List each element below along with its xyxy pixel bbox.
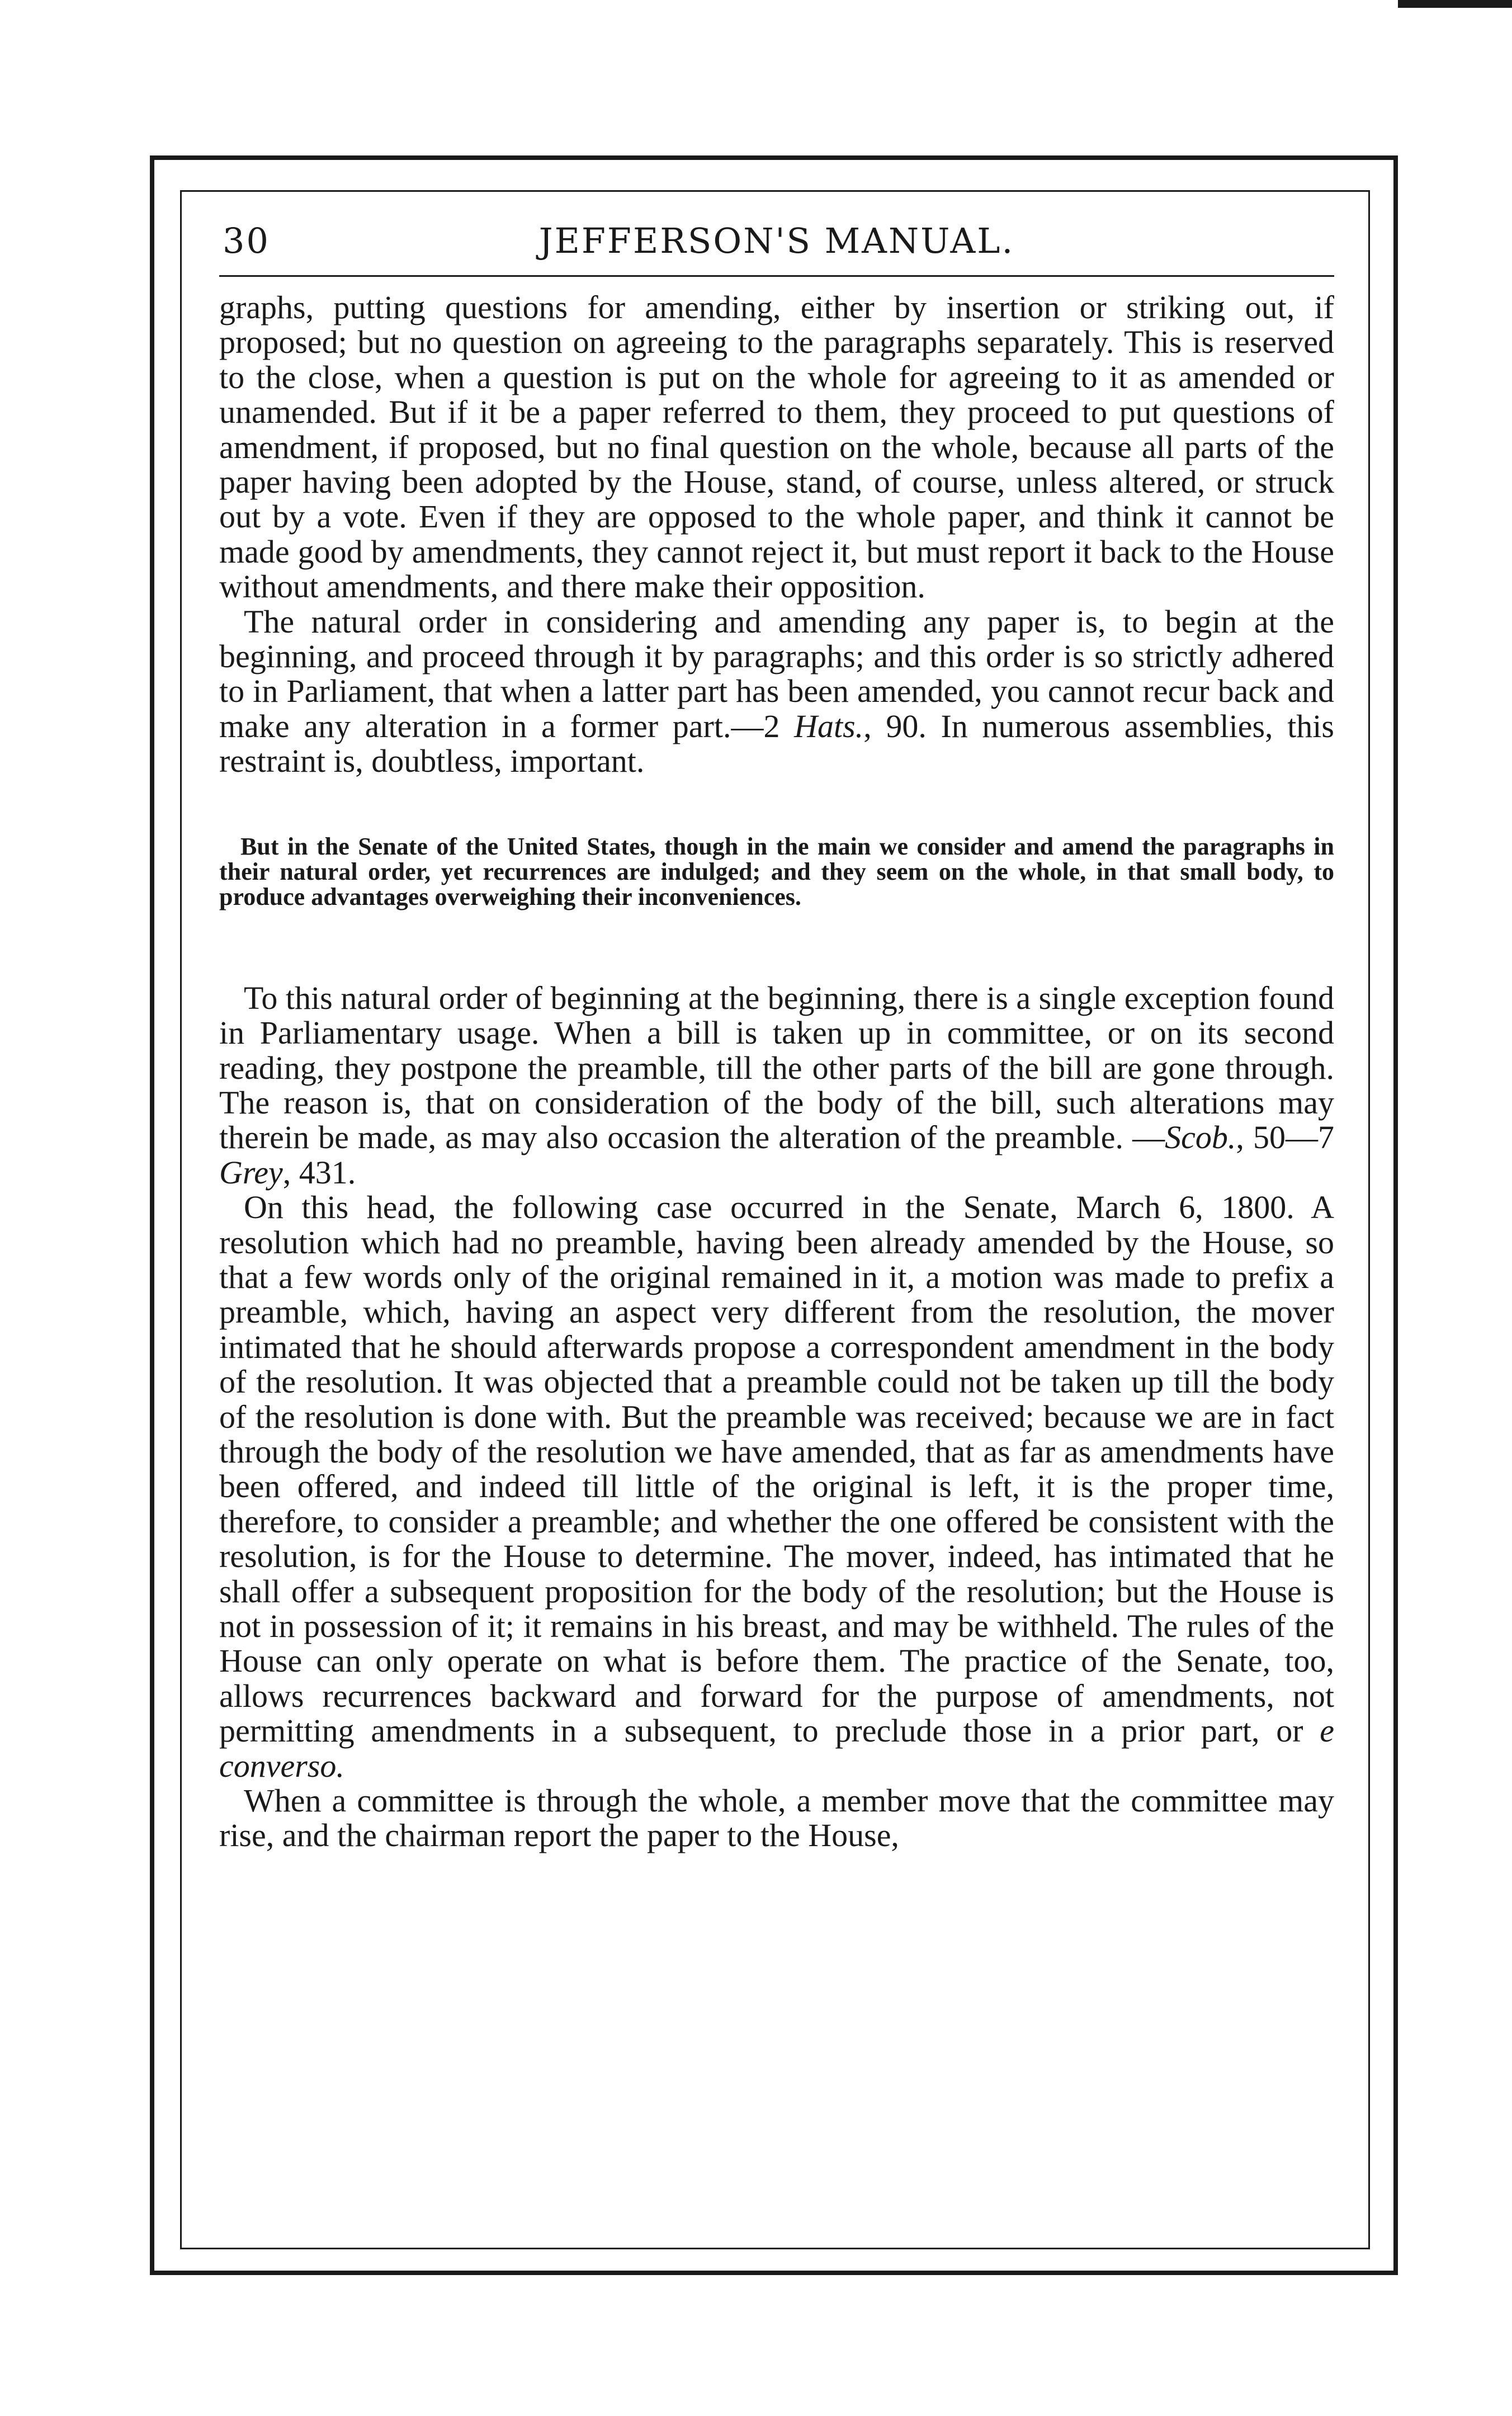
paragraph-text: The natural order in considering and amending any paper is, to begin at the beginning, and proceed through it by paragraphs; and this order is so strictly adhered to in Parliament, that when a latter part has been amended, you cannot recur back and make any alteration in a former part.—2: [219, 603, 1334, 744]
page-header: [219, 205, 1334, 272]
paragraph-text: , 50—7: [1236, 1119, 1334, 1156]
header-rule: [219, 275, 1334, 277]
latin-phrase: e converso.: [219, 1712, 1334, 1784]
paragraph-exception: [219, 981, 1334, 1190]
senate-note: But in the Senate of the United States, though in the main we consider and amend the paragraphs in their natural order, yet recurrences are indulged; and they seem on the whole, in that small body, to produce advantages overweighing their inconveniences.: [219, 832, 1334, 910]
page-number: 30: [223, 220, 270, 261]
paragraph-committee-rise: When a committee is through the whole, a member move that the committee may rise, and the chairman report the paper to the House,: [219, 1782, 1334, 1854]
paragraph-senate-case: [219, 1190, 1334, 1783]
top-edge-rule: [1398, 0, 1512, 8]
page-content: [219, 205, 1334, 1853]
citation: Grey: [219, 1154, 283, 1191]
paragraph-continuation: graphs, putting questions for amending, either by insertion or striking out, if proposed; but no question on agreeing to the paragraphs separately. This is reserved to the close, when a question is put on the whole for agreeing to it as amended or unamended. But if it be a paper referred to them, they proceed to put questions of amendment, if proposed, but no final question on the whole, because all parts of the paper having been adopted by the House, stand, of course, unless altered, or struck out by a vote. Even if they are opposed to the whole paper, and think it cannot be made good by amendments, they cannot reject it, but must report it back to the House without amendments, and there make their opposition.: [219, 289, 1334, 605]
paragraph-text: On this head, the following case occurred in the Senate, March 6, 1800. A resolution which had no preamble, having been already amended by the House, so that a few words only of the original remained in it, a motion was made to prefix a preamble, which, having an aspect very different from the resolution, the mover intimated that he should afterwards propose a correspondent amendment in the body of the resolution. It was objected that a preamble could not be taken up till the body of the resolution is done with. But the preamble was received; because we are in fact through the body of the resolution we have amended, that as far as amendments have been offered, and indeed till little of the original is left, it is the proper time, therefore, to consider a preamble; and whether the one offered be consistent with the resolution, is for the House to determine. The mover, indeed, has intimated that he shall offer a subsequent proposition for the body of the resolution; but the House is not in possession of it; it remains in his breast, and may be withheld. The rules of the House can only operate on what is before them. The practice of the Senate, too, allows recurrences backward and forward for the purpose of amendments, not permitting amendments in a subsequent, to preclude those in a prior part, or: [219, 1189, 1334, 1749]
running-title: JEFFERSON'S MANUAL.: [538, 220, 1015, 261]
paragraph-text: To this natural order of beginning at the beginning, there is a single exception found in Parliamentary usage. When a bill is taken up in committee, or on its second reading, they postpone the preamble, till the other parts of the bill are gone through. The reason is, that on consideration of the body of the bill, such alterations may therein be made, as may also occasion the alteration of the preamble. —: [219, 979, 1334, 1156]
paragraph-text: , 431.: [282, 1154, 356, 1191]
citation: Hats.: [794, 707, 864, 744]
citation: Scob.: [1165, 1119, 1236, 1156]
paragraph-natural-order: [219, 605, 1334, 779]
paragraph-text: , 90. In numerous assemblies, this restraint is, doubtless, important.: [219, 707, 1334, 780]
